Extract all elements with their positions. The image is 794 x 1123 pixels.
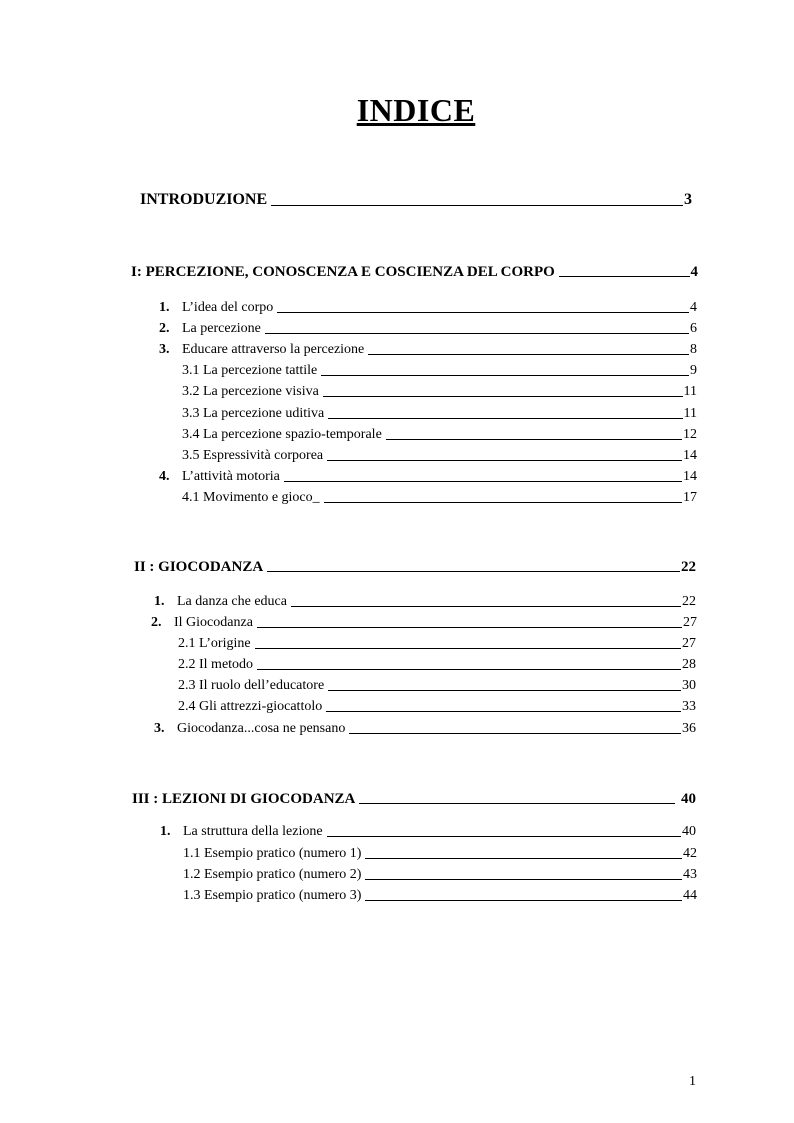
toc-item[interactable] (159, 341, 697, 358)
toc-leader (265, 333, 689, 334)
toc-item-label: 3.5 Espressività corporea (182, 448, 324, 463)
toc-item-label: L’attività motoria (182, 469, 280, 484)
toc-item-page: 43 (683, 867, 697, 882)
toc-leader (323, 396, 683, 397)
toc-item-label: 1.3 Esempio pratico (numero 3) (183, 888, 362, 903)
toc-item-label: 2.1 L’origine (178, 636, 251, 651)
toc-item-label: 1.2 Esempio pratico (numero 2) (183, 867, 362, 882)
toc-item-label: 3.2 La percezione visiva (182, 384, 319, 399)
toc-label: INTRODUZIONE (140, 191, 268, 208)
toc-item-page: 40 (682, 824, 696, 839)
toc-item-number: 1. (160, 824, 171, 839)
toc-item-number: 3. (159, 342, 170, 357)
toc-label: III : LEZIONI DI GIOCODANZA (132, 791, 356, 807)
toc-leader (324, 502, 682, 503)
toc-label: II : GIOCODANZA (134, 559, 264, 575)
page-title: INDICE (356, 92, 476, 128)
toc-leader (328, 690, 681, 691)
toc-leader (365, 879, 682, 880)
toc-item[interactable] (154, 720, 696, 737)
toc-item[interactable] (159, 320, 697, 337)
toc-leader (327, 836, 681, 837)
toc-page: 4 (690, 264, 698, 280)
toc-item[interactable] (160, 823, 696, 840)
toc-item-page: 27 (682, 636, 696, 651)
toc-item-label: 1.1 Esempio pratico (numero 1) (183, 846, 362, 861)
toc-item-label: Educare attraverso la percezione (182, 342, 365, 357)
toc-item-label: La struttura della lezione (183, 824, 323, 839)
toc-item-page: 11 (683, 406, 697, 421)
toc-subitem[interactable] (182, 362, 697, 379)
toc-item-page: 17 (683, 490, 697, 505)
toc-item-label: La percezione (182, 321, 261, 336)
toc-item-label: 3.3 La percezione uditiva (182, 406, 325, 421)
toc-item[interactable] (159, 299, 697, 316)
toc-item-label: 2.3 Il ruolo dell’educatore (178, 678, 325, 693)
toc-leader (257, 669, 681, 670)
toc-subitem[interactable] (182, 383, 697, 400)
toc-page: 3 (684, 191, 692, 208)
toc-item-number: 1. (159, 300, 170, 315)
toc-leader (291, 606, 681, 607)
toc-page: 22 (681, 559, 696, 575)
toc-subitem[interactable] (178, 635, 696, 652)
toc-leader (321, 375, 689, 376)
toc-leader (327, 460, 682, 461)
toc-item-page: 14 (683, 469, 697, 484)
toc-subitem[interactable] (178, 677, 696, 694)
toc-item-label: Il Giocodanza (174, 615, 253, 630)
toc-item-page: 9 (690, 363, 697, 378)
toc-leader (559, 276, 690, 277)
toc-leader (257, 627, 682, 628)
toc-chapter-2[interactable] (134, 558, 696, 575)
toc-leader (365, 900, 682, 901)
toc-item-page: 4 (690, 300, 697, 315)
toc-item-label: 2.2 Il metodo (178, 657, 254, 672)
toc-leader (365, 858, 682, 859)
toc-item-number: 2. (151, 615, 162, 630)
toc-subitem[interactable] (178, 656, 696, 673)
toc-label: I: PERCEZIONE, CONOSCENZA E COSCIENZA DEL CORPO (131, 264, 555, 280)
toc-item[interactable] (151, 614, 697, 631)
toc-item-label: 2.4 Gli attrezzi-giocattolo (178, 699, 323, 714)
toc-item-page: 36 (682, 721, 696, 736)
toc-item-page: 44 (683, 888, 697, 903)
toc-item-page: 14 (683, 448, 697, 463)
toc-item-page: 42 (683, 846, 697, 861)
toc-item-label: Giocodanza...cosa ne pensano (177, 721, 346, 736)
toc-item-label: 4.1 Movimento e gioco_ (182, 490, 320, 505)
toc-entry-introduzione[interactable] (140, 190, 692, 209)
toc-subitem[interactable] (182, 489, 697, 506)
toc-leader (386, 439, 682, 440)
toc-item-label: L’idea del corpo (182, 300, 274, 315)
toc-subitem[interactable] (183, 887, 697, 904)
toc-leader (359, 803, 675, 804)
toc-subitem[interactable] (182, 405, 697, 422)
toc-item-page: 27 (683, 615, 697, 630)
toc-leader (255, 648, 681, 649)
toc-subitem[interactable] (183, 845, 697, 862)
toc-leader (284, 481, 682, 482)
toc-leader (368, 354, 689, 355)
toc-item-number: 3. (154, 721, 165, 736)
toc-item-page: 6 (690, 321, 697, 336)
toc-chapter-3[interactable] (132, 790, 696, 807)
toc-subitem[interactable] (182, 426, 697, 443)
toc-subitem[interactable] (178, 698, 696, 715)
toc-item-page: 22 (682, 594, 696, 609)
toc-item-label: 3.1 La percezione tattile (182, 363, 318, 378)
toc-item-number: 2. (159, 321, 170, 336)
toc-item-number: 4. (159, 469, 170, 484)
toc-item-page: 28 (682, 657, 696, 672)
toc-item-label: La danza che educa (177, 594, 287, 609)
toc-leader (271, 205, 683, 206)
toc-leader (349, 733, 681, 734)
toc-page: 40 (681, 791, 696, 807)
toc-item-page: 12 (683, 427, 697, 442)
toc-leader (267, 571, 680, 572)
toc-item[interactable] (154, 593, 696, 610)
toc-item-page: 30 (682, 678, 696, 693)
toc-item-page: 8 (690, 342, 697, 357)
toc-item-page: 11 (683, 384, 697, 399)
toc-item-page: 33 (682, 699, 696, 714)
toc-item-label: 3.4 La percezione spazio-temporale (182, 427, 382, 442)
toc-subitem[interactable] (183, 866, 697, 883)
toc-chapter-1[interactable] (131, 263, 698, 280)
toc-leader (277, 312, 689, 313)
toc-leader (326, 711, 681, 712)
page-number: 1 (689, 1074, 696, 1089)
toc-item[interactable] (159, 468, 697, 485)
toc-leader (328, 418, 682, 419)
toc-item-number: 1. (154, 594, 165, 609)
toc-subitem[interactable] (182, 447, 697, 464)
